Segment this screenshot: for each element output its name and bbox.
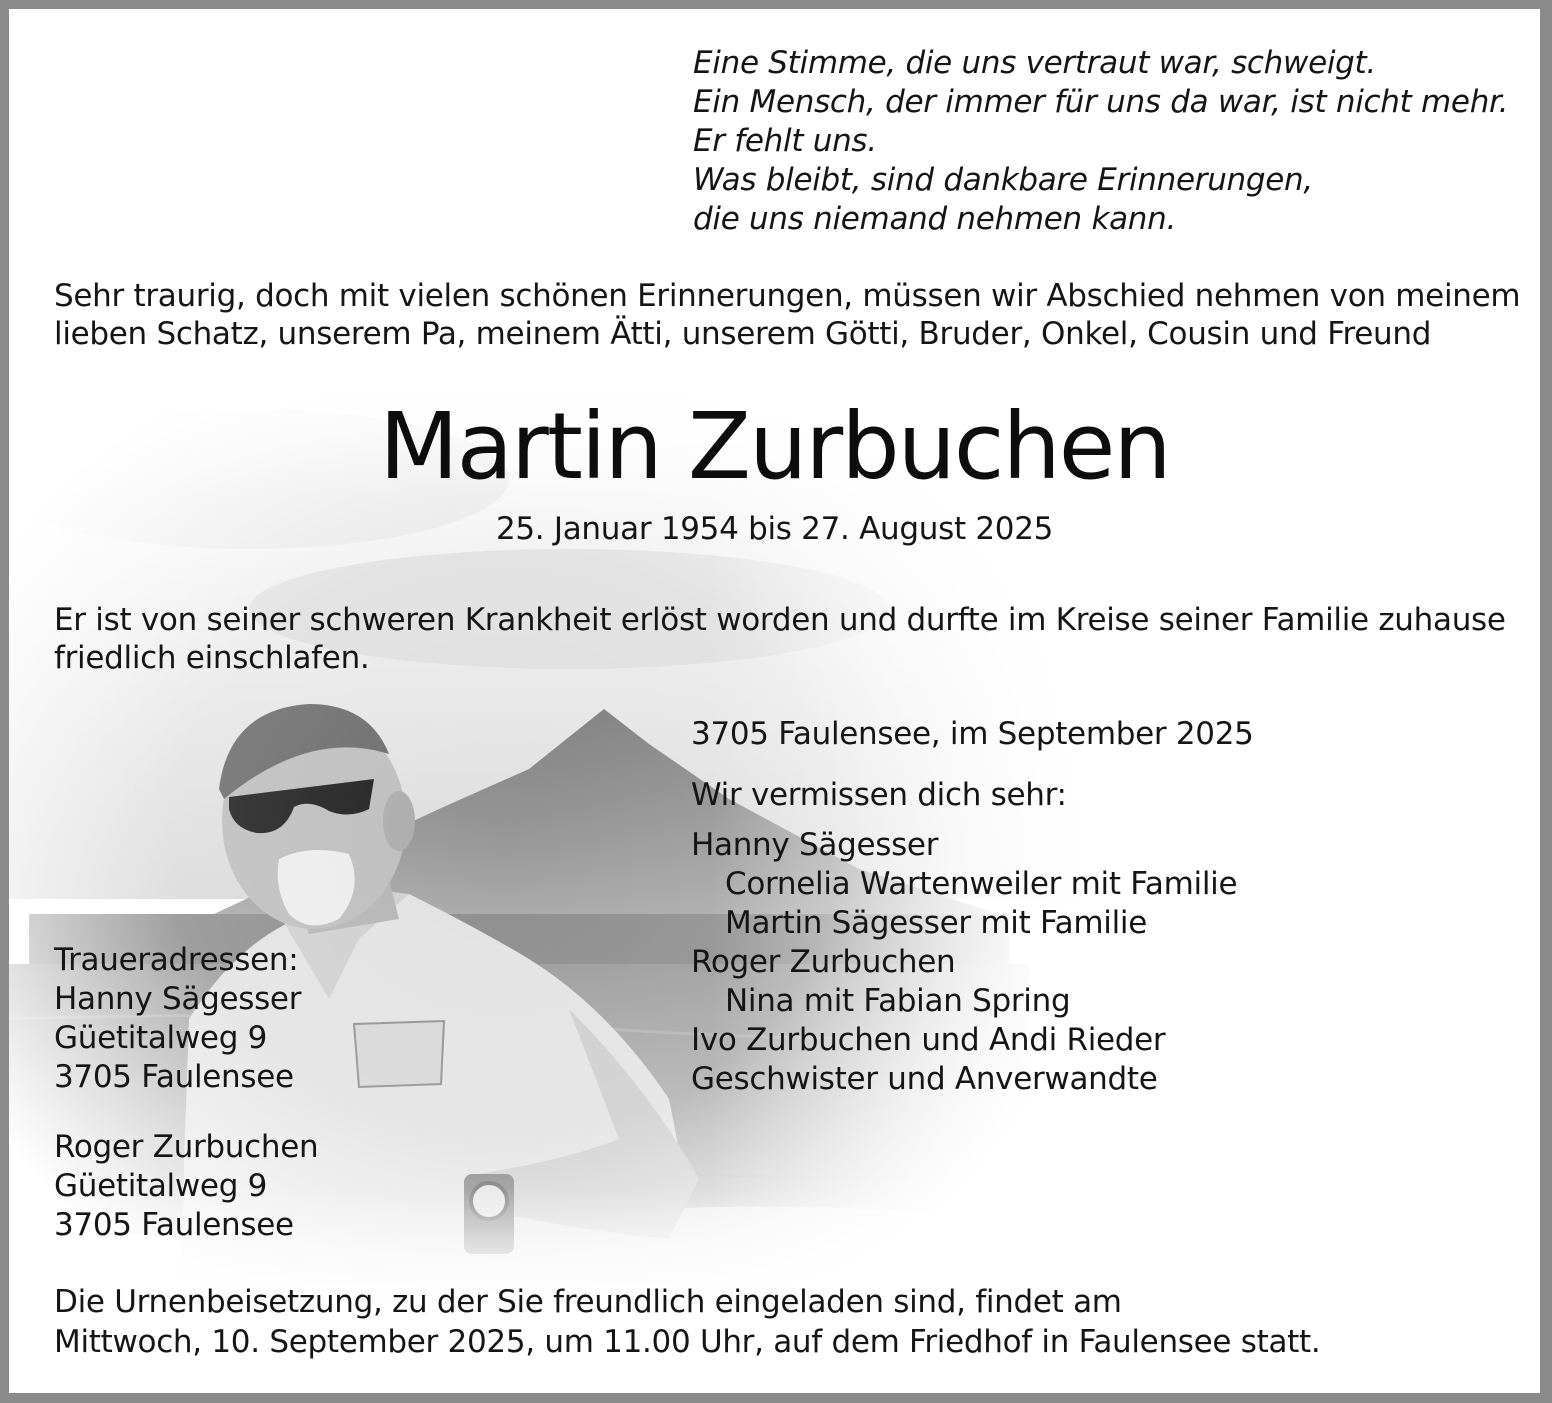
farewell-intro: [54, 277, 1520, 353]
mourning-address-1: [54, 941, 301, 1097]
address-line: Güetitalweg 9: [54, 1168, 268, 1204]
mourner: Martin Sägesser mit Familie: [725, 905, 1147, 941]
service-line: Die Urnenbeisetzung, zu der Sie freundlich eingeladen sind, findet am: [54, 1284, 1122, 1320]
passing-statement: [54, 601, 1506, 677]
mourners-list: [691, 826, 1237, 1099]
poem-line: Er fehlt uns.: [693, 123, 877, 159]
address-line: Hanny Sägesser: [54, 981, 302, 1017]
statement-line: friedlich einschlafen.: [54, 640, 370, 676]
statement-line: Er ist von seiner schweren Krankheit erlöst worden und durfte im Kreise seiner Familie zuhause: [54, 602, 1506, 638]
poem-line: Ein Mensch, der immer für uns da war, ist nicht mehr.: [693, 84, 1509, 120]
miss-you-line: Wir vermissen dich sehr:: [691, 777, 1067, 813]
mourner: Nina mit Fabian Spring: [725, 983, 1071, 1019]
poem-line: Eine Stimme, die uns vertraut war, schweigt.: [693, 45, 1376, 81]
mourner: Ivo Zurbuchen und Andi Rieder: [691, 1022, 1166, 1058]
life-dates: 25. Januar 1954 bis 27. August 2025: [495, 511, 1054, 547]
mourning-address-2: [54, 1128, 318, 1245]
mourner: Hanny Sägesser: [691, 827, 939, 863]
addresses-heading: Traueradressen:: [54, 942, 299, 978]
intro-line: lieben Schatz, unserem Pa, meinem Ätti, unserem Götti, Bruder, Onkel, Cousin und Freund: [54, 316, 1432, 352]
intro-line: Sehr traurig, doch mit vielen schönen Erinnerungen, müssen wir Abschied nehmen von meinem: [54, 278, 1521, 314]
service-line: Mittwoch, 10. September 2025, um 11.00 Uhr, auf dem Friedhof in Faulensee statt.: [54, 1324, 1321, 1360]
place-and-date: 3705 Faulensee, im September 2025: [691, 716, 1254, 752]
funeral-service-info: [54, 1282, 1320, 1362]
address-line: 3705 Faulensee: [54, 1059, 294, 1095]
mourner: Cornelia Wartenweiler mit Familie: [725, 866, 1238, 902]
poem-line: Was bleibt, sind dankbare Erinnerungen,: [693, 162, 1313, 198]
address-line: Roger Zurbuchen: [54, 1129, 319, 1165]
mourner: Geschwister und Anverwandte: [691, 1061, 1158, 1097]
address-line: 3705 Faulensee: [54, 1207, 294, 1243]
deceased-name: Martin Zurbuchen: [379, 393, 1170, 500]
address-line: Güetitalweg 9: [54, 1020, 268, 1056]
memorial-poem: [693, 44, 1508, 239]
mourner: Roger Zurbuchen: [691, 944, 956, 980]
poem-line: die uns niemand nehmen kann.: [693, 201, 1177, 237]
